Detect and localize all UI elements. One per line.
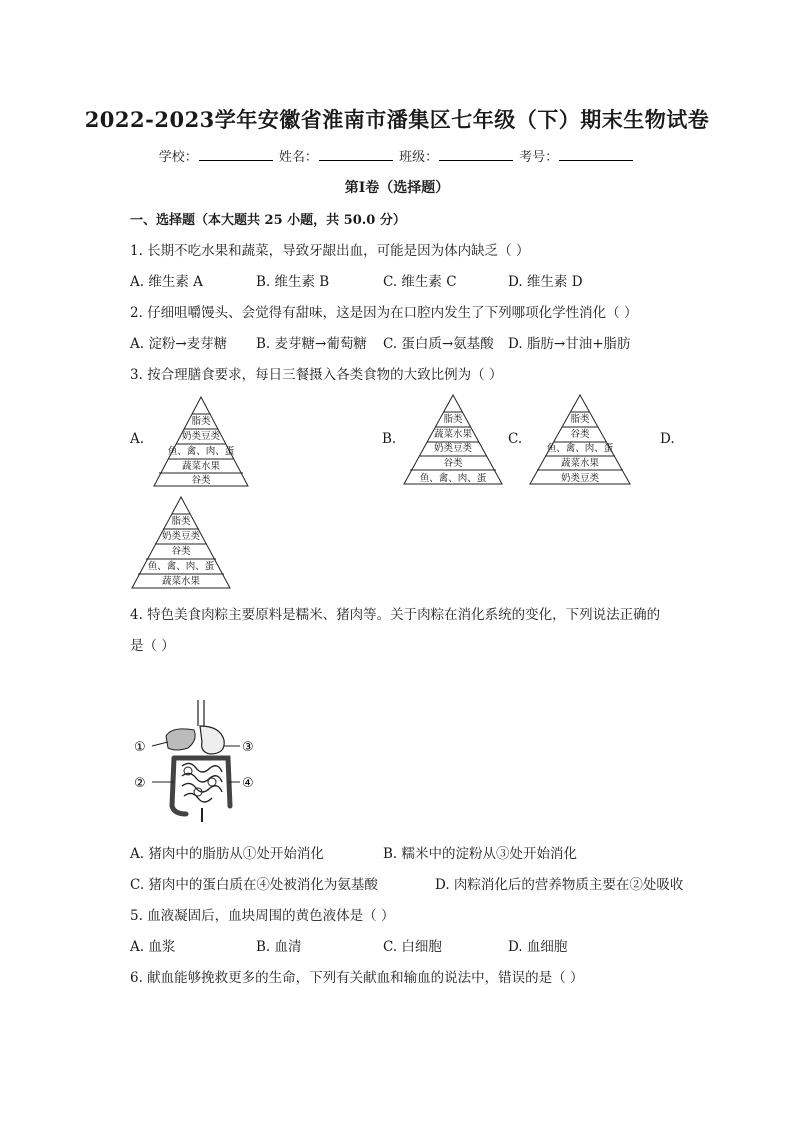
pyramid-b-level-4: 谷类 — [443, 458, 463, 469]
question-1-stem: 1. 长期不吃水果和蔬菜，导致牙龈出血，可能是因为体内缺乏（ ） — [130, 243, 530, 259]
pyramid-d-level-5: 蔬菜水果 — [161, 576, 201, 587]
q2-option-c[interactable]: C. 蛋白质→氨基酸 — [383, 336, 494, 352]
volume-heading: 第I卷（选择题） — [344, 180, 450, 196]
pyramid-a-level-2: 奶类豆类 — [181, 431, 221, 442]
q4-option-d[interactable]: D. 肉粽消化后的营养物质主要在②处吸收 — [435, 877, 684, 893]
pyramid-a-level-3: 鱼、禽、肉、蛋 — [167, 446, 235, 457]
q5-option-d[interactable]: D. 血细胞 — [508, 939, 568, 955]
q3-option-d-label[interactable]: D. — [660, 431, 675, 447]
food-pyramid-d — [131, 496, 231, 590]
pyramid-b-level-1: 脂类 — [443, 414, 463, 425]
pyramid-a-level-1: 脂类 — [191, 416, 211, 427]
question-4-stem-line-2: 是（ ） — [130, 638, 175, 654]
pyramid-c-level-3: 鱼、禽、肉、蛋 — [546, 443, 614, 454]
school-label: 学校： — [158, 150, 198, 165]
q5-option-a[interactable]: A. 血浆 — [130, 939, 176, 955]
marker-3: ③ — [242, 740, 254, 755]
marker-2: ② — [134, 776, 146, 791]
question-5-stem: 5. 血液凝固后，血块周围的黄色液体是（ ） — [130, 908, 395, 924]
question-4-stem-line-1: 4. 特色美食肉粽主要原料是糯米、猪肉等。关于肉粽在消化系统的变化，下列说法正确的 — [130, 607, 661, 623]
pyramid-d-level-3: 谷类 — [171, 546, 191, 557]
q2-option-b[interactable]: B. 麦芽糖→葡萄糖 — [256, 336, 367, 352]
student-info-line — [0, 146, 794, 165]
page-title: 2022-2023学年安徽省淮南市潘集区七年级（下）期末生物试卷 — [84, 107, 710, 132]
q1-option-d[interactable]: D. 维生素 D — [508, 274, 583, 290]
name-label: 姓名： — [278, 150, 318, 165]
exam-number-blank[interactable] — [559, 148, 633, 161]
pyramid-b-level-2: 蔬菜水果 — [433, 429, 473, 440]
q1-option-b[interactable]: B. 维生素 B — [256, 274, 330, 290]
pyramid-b-level-5: 鱼、禽、肉、蛋 — [419, 473, 487, 484]
q2-option-a[interactable]: A. 淀粉→麦芽糖 — [130, 336, 228, 352]
name-blank[interactable] — [319, 148, 393, 161]
q4-option-b[interactable]: B. 糯米中的淀粉从③处开始消化 — [383, 846, 578, 862]
marker-1: ① — [134, 740, 146, 755]
pyramid-c-level-1: 脂类 — [570, 414, 590, 425]
food-pyramid-c — [529, 394, 631, 486]
q1-option-a[interactable]: A. 维生素 A — [130, 274, 203, 290]
pyramid-a-level-5: 谷类 — [191, 475, 211, 486]
pyramid-c-level-5: 奶类豆类 — [560, 473, 600, 484]
q3-option-a-label[interactable]: A. — [130, 431, 145, 447]
school-blank[interactable] — [199, 148, 273, 161]
pyramid-c-level-4: 蔬菜水果 — [560, 458, 600, 469]
section-heading: 一、选择题（本大题共 25 小题，共 50.0 分） — [130, 213, 406, 228]
marker-4: ④ — [242, 776, 254, 791]
q5-option-b[interactable]: B. 血清 — [256, 939, 302, 955]
question-3-stem: 3. 按合理膳食要求，每日三餐摄入各类食物的大致比例为（ ） — [130, 367, 503, 383]
q1-option-c[interactable]: C. 维生素 C — [383, 274, 457, 290]
pyramid-d-level-2: 奶类豆类 — [161, 531, 201, 542]
exam-number-label: 考号： — [519, 150, 559, 165]
food-pyramid-a — [153, 396, 249, 488]
pyramid-c-level-2: 谷类 — [570, 429, 590, 440]
pyramid-b-level-3: 奶类豆类 — [433, 443, 473, 454]
class-label: 班级： — [399, 150, 439, 165]
digestive-system-diagram — [128, 696, 263, 824]
question-6-stem: 6. 献血能够挽救更多的生命，下列有关献血和输血的说法中，错误的是（ ） — [130, 970, 584, 986]
food-pyramid-b — [403, 394, 503, 486]
q5-option-c[interactable]: C. 白细胞 — [383, 939, 442, 955]
q3-option-b-label[interactable]: B. — [382, 431, 397, 447]
q4-option-a[interactable]: A. 猪肉中的脂肪从①处开始消化 — [130, 846, 324, 862]
q3-option-c-label[interactable]: C. — [508, 431, 523, 447]
pyramid-a-level-4: 蔬菜水果 — [181, 461, 221, 472]
q4-option-c[interactable]: C. 猪肉中的蛋白质在④处被消化为氨基酸 — [130, 877, 378, 893]
class-blank[interactable] — [439, 148, 513, 161]
q2-option-d[interactable]: D. 脂肪→甘油+脂肪 — [508, 336, 631, 352]
pyramid-d-level-4: 鱼、禽、肉、蛋 — [147, 561, 215, 572]
pyramid-d-level-1: 脂类 — [171, 516, 191, 527]
question-2-stem: 2. 仔细咀嚼馒头、会觉得有甜味，这是因为在口腔内发生了下列哪项化学性消化（ ） — [130, 305, 638, 321]
